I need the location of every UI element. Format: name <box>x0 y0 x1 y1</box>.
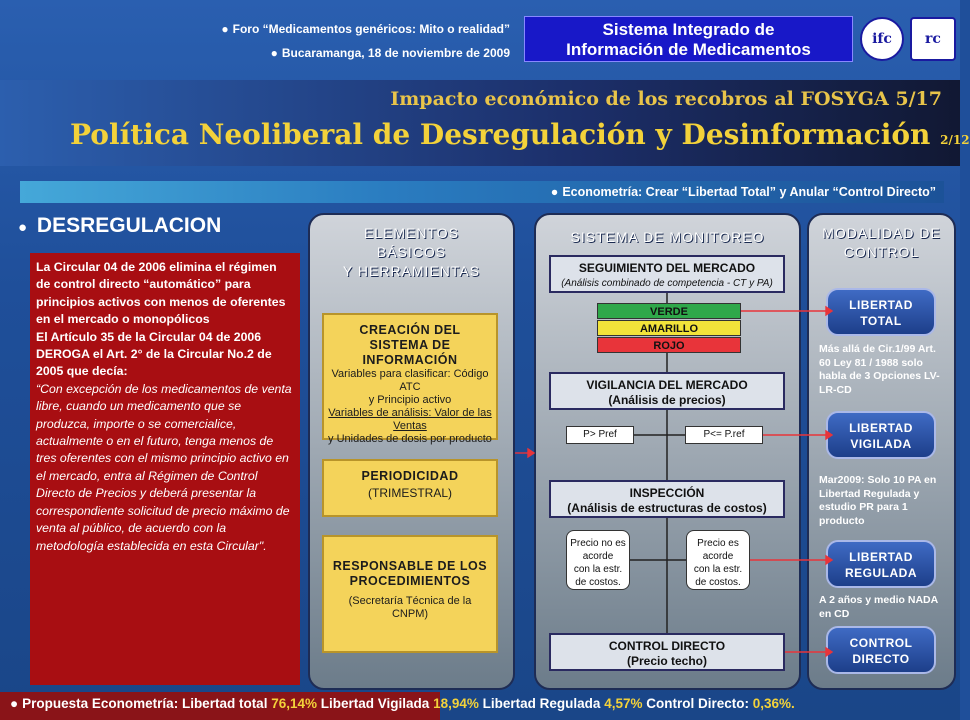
event-line: ● Foro “Medicamentos genéricos: Mito o realidad” <box>221 22 510 36</box>
slide-subtitle: Impacto económico de los recobros al FOSYGA 5/17 <box>390 88 942 110</box>
libertad-total-button: LIBERTAD TOTAL <box>826 288 936 336</box>
value-libertad-total: 76,14% <box>271 696 318 711</box>
people-logo: rc <box>910 17 956 61</box>
circular-text-box <box>30 253 300 685</box>
circular-quote: “Con excepción de los medicamentos de venta libre, cuando un medicamento que se produzca, importe o se comercialice, actualmente o en el futuro, tenga menos de tres oferentes con el mismo principio activo en el mercado, entra al Régimen de Control Directo de Precios y deberá presentar la correspondiente solicitud de precio máximo de venta al público, de acuerdo con la metodología establecida en esta Circular". <box>36 381 292 553</box>
band-verde: VERDE <box>597 303 741 319</box>
sim-logo-banner: Sistema Integrado de Información de Medicamentos <box>524 16 853 62</box>
value-libertad-regulada: 4,57% <box>604 696 643 711</box>
band-amarillo: AMARILLO <box>597 320 741 336</box>
market-surveillance-box: VIGILANCIA DEL MERCADO (Análisis de precios) <box>549 372 785 410</box>
libertad-vigilada-button: LIBERTAD VIGILADA <box>826 411 936 459</box>
section-heading: ● DESREGULACION <box>18 214 222 237</box>
info-system-box: CREACIÓN DEL SISTEMA DE INFORMACIÓN Variables para clasificar: Código ATC y Principio activo Variables de análisis: Valor de las Ventas y Unidades de dosis por producto <box>322 313 498 440</box>
control-directo-button: CONTROL DIRECTO <box>826 626 936 674</box>
note-libertad-vigilada: Mar2009: Solo 10 PA en Libertad Regulada y estudio PR para 1 producto <box>819 474 937 527</box>
band-rojo: ROJO <box>597 337 741 353</box>
price-above-ref-box: P> Pref <box>566 426 634 444</box>
note-libertad-regulada: A 2 años y medio NADA en CD <box>819 594 938 620</box>
circular-paragraph-1: La Circular 04 de 2006 elimina el régimen de control directo “automático” para principios activos con menos de oferentes en el mercado o monopólicos <box>36 260 286 327</box>
price-below-ref-box: P<= P.ref <box>685 426 763 444</box>
libertad-regulada-button: LIBERTAD REGULADA <box>826 540 936 588</box>
inspection-box: INSPECCIÓN (Análisis de estructuras de costos) <box>549 480 785 518</box>
econometria-bar: ● Econometría: Crear “Libertad Total” y Anular “Control Directo” <box>20 181 944 203</box>
place-date-line: ● Bucaramanga, 18 de noviembre de 2009 <box>270 46 510 60</box>
responsible-box: RESPONSABLE DE LOS PROCEDIMIENTOS (Secretaría Técnica de la CNPM) <box>322 535 498 653</box>
circular-paragraph-2: El Artículo 35 de la Circular 04 de 2006 DEROGA el Art. 2° de la Circular No.2 de 2005 que decía: <box>36 329 272 379</box>
title-page-number: 2/12 <box>940 133 970 147</box>
header-info <box>150 22 510 70</box>
econometria-proposal-line: ● Propuesta Econometría: Libertad total 76,14% Libertad Vigilada 18,94% Libertad Regulada 4,57% Control Directo: 0,36%. <box>10 696 795 711</box>
price-matching-box: Precio es acorde con la estr. de costos. <box>686 530 750 590</box>
value-libertad-vigilada: 18,94% <box>433 696 479 711</box>
market-tracking-box: SEGUIMIENTO DEL MERCADO (Análisis combinado de competencia - CT y PA) <box>549 255 785 293</box>
ifc-logo: ifc <box>860 17 904 61</box>
slide-title: Política Neoliberal de Desregulación y Desinformación 2/12 <box>70 118 970 151</box>
note-libertad-total: Más allá de Cir.1/99 Art. 60 Ley 81 / 1988 solo habla de 3 Opciones LV-LR-CD <box>819 343 940 396</box>
col1-heading: ELEMENTOS BÁSICOS Y HERRAMIENTAS <box>342 225 481 279</box>
col2-heading: SISTEMA DE MONITOREO <box>570 229 765 245</box>
periodicity-box: PERIODICIDAD (TRIMESTRAL) <box>322 459 498 517</box>
direct-control-box: CONTROL DIRECTO (Precio techo) <box>549 633 785 671</box>
value-control-directo: 0,36%. <box>752 696 795 711</box>
price-not-matching-box: Precio no es acorde con la estr. de costos. <box>566 530 630 590</box>
col3-heading: MODALIDAD DE CONTROL <box>822 225 941 260</box>
